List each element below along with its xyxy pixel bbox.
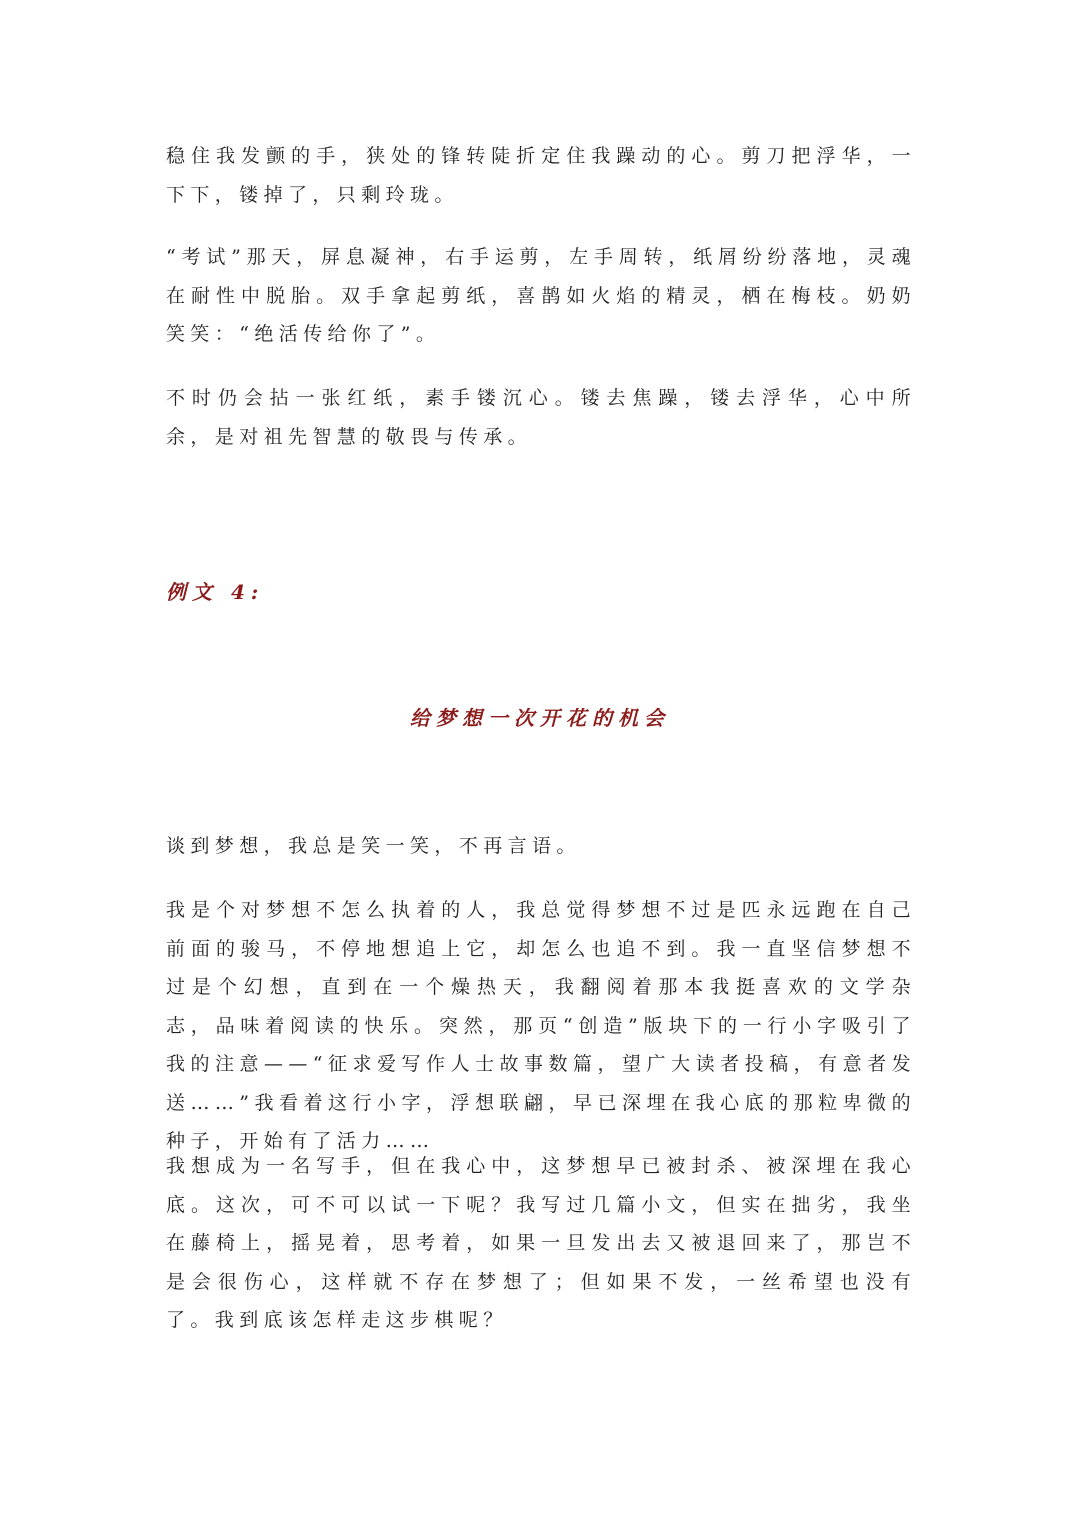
- paragraph-papercut-hands: 稳住我发颤的手，狭处的锋转陡折定住我躁动的心。剪刀把浮华，一下下，镂掉了，只剩玲珑。: [166, 145, 916, 206]
- paragraph-become-writer: 我想成为一名写手，但在我心中，这梦想早已被封杀、被深埋在我心底。这次，可不可以试一下呢？我写过几篇小文，但实在拙劣，我坐在藤椅上，摇晃着，思考着，如果一旦发出去又被退回来了，那岂不是会很伤心，这样就不存在梦想了；但如果不发，一丝希望也没有了。我到底该怎样走这步棋呢？: [166, 1155, 916, 1331]
- paragraph-dream-horse: 我是个对梦想不怎么执着的人，我总觉得梦想不过是匹永远跑在自己前面的骏马，不停地想追上它，却怎么也追不到。我一直坚信梦想不过是个幻想，直到在一个燥热天，我翻阅着那本我挺喜欢的文学杂志，品味着阅读的快乐。突然，那页“创造”版块下的一行小字吸引了我的注意——“征求爱写作人士故事数篇，望广大读者投稿，有意者发送……”我看着这行小字，浮想联翩，早已深埋在我心底的那粒卑微的种子，开始有了活力……: [166, 899, 916, 1152]
- paragraph-exam-day: “考试”那天，屏息凝神，右手运剪，左手周转，纸屑纷纷落地，灵魂在耐性中脱胎。双手拿起剪纸，喜鹊如火焰的精灵，栖在梅枝。奶奶笑笑：“绝活传给你了”。: [166, 246, 916, 345]
- paragraph-red-paper: 不时仍会拈一张红纸，素手镂沉心。镂去焦躁，镂去浮华，心中所余，是对祖先智慧的敬畏与传承。: [166, 387, 916, 448]
- essay-title: 给梦想一次开花的机会: [410, 706, 670, 730]
- paragraph-talking-dreams: 谈到梦想，我总是笑一笑，不再言语。: [166, 835, 581, 857]
- example-label: 例文 4:: [166, 580, 265, 604]
